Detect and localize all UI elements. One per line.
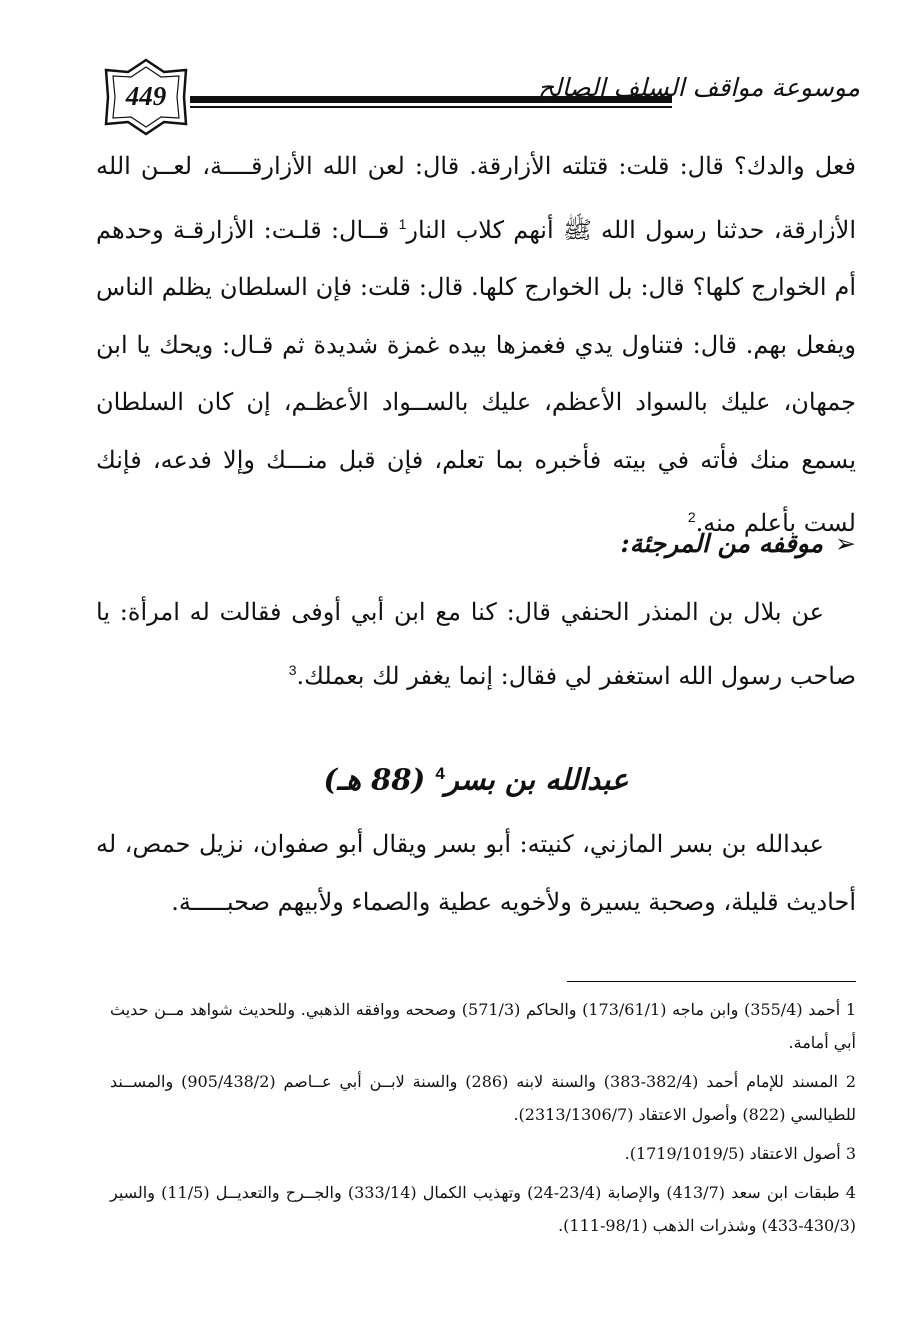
biography-heading	[96, 752, 856, 802]
biography-name: عبدالله بن بسر	[444, 762, 629, 797]
biography-paragraph	[96, 816, 856, 931]
section-heading	[96, 524, 856, 564]
footnote-number: 2	[845, 1072, 857, 1091]
page-number-badge	[100, 58, 192, 136]
body-paragraph-part-2: قــال: قلـت: الأزارقـة وحدهم أم الخوارج كلها؟ قال: بل الخوارج كلها. قال: قلت: فإن السلطان يظلم الناس ويفعل بهم. قال: فتناول يدي فغمزها بيده غمزة شديدة ثم قـال: ويحك يا ابن جمهان، عليك بالسواد الأعظم، عليك بالســواد الأعظـم، إن كان السلطان يسمع منك فأته في بيته فأخبره بما تعلم، فإن قبل منـــك وإلا فدعه، فإنك لست بأعلم منه.	[96, 215, 856, 537]
page-number: 449	[125, 81, 167, 111]
footnote	[110, 1137, 856, 1170]
footnote-text: أصول الاعتقاد (1719/1019/5).	[624, 1144, 841, 1163]
footnote-number: 4	[845, 1183, 856, 1202]
footnote-ref-1: 1	[398, 215, 407, 232]
footnote-ref-3: 3	[288, 661, 297, 678]
arrow-bullet-icon: ➢	[835, 529, 856, 558]
footnote-ref-2: 2	[687, 509, 696, 525]
footnote	[110, 993, 856, 1059]
footnote-number: 1	[845, 1000, 857, 1019]
footnote-text: المسند للإمام أحمد (382/4-383) والسنة لابنه (286) والسنة لابــن أبي عــاصم (905/438/2) والمســند للطيالسي (822) وأصول الاعتقاد (2313/1306/7).	[110, 1072, 856, 1124]
footnotes	[110, 993, 856, 1248]
footnote	[110, 1176, 856, 1242]
murjia-paragraph	[96, 584, 856, 705]
footnote	[110, 1065, 856, 1131]
footnote-number: 3	[845, 1144, 856, 1163]
murjia-text: عن بلال بن المنذر الحنفي قال: كنا مع ابن أبي أوفى فقالت له امرأة: يا صاحب رسول الله استغفر لي فقال: إنما يغفر لك بعملك.	[96, 598, 856, 690]
book-title: موسوعة مواقف السلف الصالح	[537, 73, 860, 102]
biography-text: عبدالله بن بسر المازني، كنيته: أبو بسر ويقال أبو صفوان، نزيل حمص، له أحاديث قليلة، وصحبة يسيرة ولأخويه عطية والصماء ولأبيهم صحبـــــة.	[96, 830, 856, 916]
footnote-separator	[567, 981, 856, 982]
page-header	[100, 58, 860, 136]
body-paragraph-part-1: فعل والدك؟ قال: قلت: قتلته الأزارقة. قال: لعن الله الأزارقــــة، لعــن الله الأزارقة، حدثنا رسول الله ﷺ أنهم كلاب النار	[96, 152, 856, 244]
footnote-ref-4: 4	[435, 764, 445, 783]
footnote-text: طبقات ابن سعد (413/7) والإصابة (23/4-24) وتهذيب الكمال (333/14) والجــرح والتعديــل (11/5) والسير (430/3-433) وشذرات الذهب (98/1-111).	[110, 1183, 856, 1235]
section-heading-text: موقفه من المرجئة:	[620, 529, 824, 558]
biography-date: (88 هـ)	[323, 762, 426, 797]
footnote-text: أحمد (355/4) وابن ماجه (173/61/1) والحاكم (571/3) وصححه ووافقه الذهبي. وللحديث شواهد مــن حديث أبي أمامة.	[110, 1000, 856, 1052]
body-paragraph	[96, 138, 856, 553]
